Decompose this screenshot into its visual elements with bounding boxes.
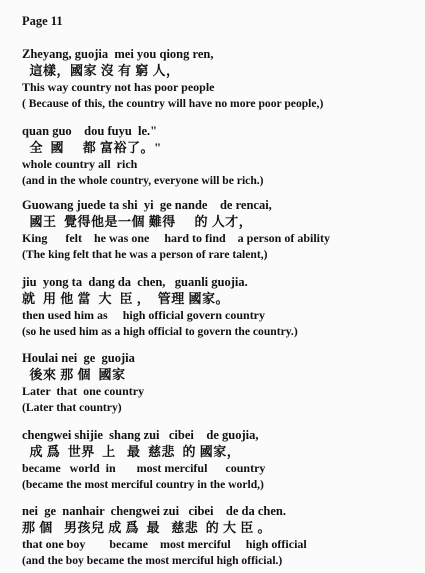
literal-line: This way country not has poor people — [22, 80, 215, 95]
page-number: Page 11 — [22, 14, 63, 28]
chinese-line: 這樣，國家 沒 有 窮 人， — [22, 62, 180, 78]
sentence-block — [22, 427, 422, 493]
chinese-line: 全 國 都 富裕了。" — [22, 139, 162, 155]
sentence-block — [22, 274, 422, 340]
pinyin-line: chengwei shijie shang zui cibei de guojia, — [22, 428, 259, 442]
translation-line: (became the most merciful country in the world,) — [22, 477, 264, 491]
literal-line: Later that one country — [22, 384, 145, 399]
translation-line: (so he used him as a high official to govern the country.) — [22, 324, 298, 338]
translation-line: (and in the whole country, everyone will be rich.) — [22, 173, 264, 187]
literal-line: whole country all rich — [22, 157, 138, 172]
chinese-line: 國王 覺得他是一個 難得 的 人才， — [22, 213, 253, 229]
sentence-block — [22, 503, 422, 569]
translation-line: (The king felt that he was a person of rare talent,) — [22, 247, 268, 261]
chinese-line: 成 爲 世界 上 最 慈悲 的 國家， — [22, 443, 241, 459]
pinyin-line: Zheyang, guojia mei you qiong ren, — [22, 47, 214, 61]
literal-line: became world in most merciful country — [22, 461, 266, 476]
pinyin-line: quan guo dou fuyu le." — [22, 124, 158, 138]
translation-line: ( Because of this, the country will have no more poor people,) — [22, 96, 324, 110]
pinyin-line: jiu yong ta dang da chen, guanli guojia. — [22, 275, 248, 289]
chinese-line: 後來 那 個 國家 — [22, 366, 126, 382]
literal-line: that one boy became most merciful high official — [22, 537, 307, 552]
chinese-line: 那 個 男孩兒 成 爲 最 慈悲 的 大 臣 。 — [22, 519, 272, 535]
sentence-block — [22, 350, 422, 416]
pinyin-line: Houlai nei ge guojia — [22, 351, 135, 365]
sentence-block — [22, 197, 422, 263]
literal-line: then used him as high official govern country — [22, 308, 266, 323]
sentence-block — [22, 46, 422, 112]
chinese-line: 就 用 他 當 大 臣 ， 管理 國家。 — [22, 290, 230, 306]
pinyin-line: Guowang juede ta shi yi ge nande de rencai, — [22, 198, 272, 212]
translation-line: (Later that country) — [22, 400, 122, 414]
translation-line: (and the boy became the most merciful high official.) — [22, 553, 283, 567]
sentence-block — [22, 123, 422, 189]
pinyin-line: nei ge nanhair chengwei zui cibei de da chen. — [22, 504, 287, 518]
literal-line: King felt he was one hard to find a person of ability — [22, 231, 331, 246]
